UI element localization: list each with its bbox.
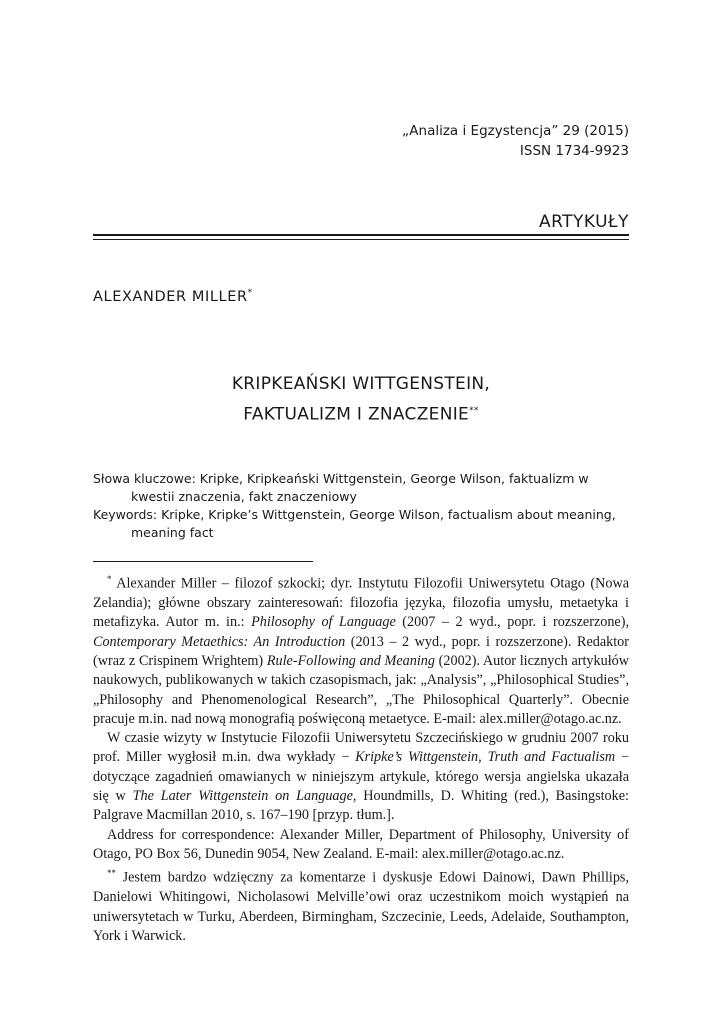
footnotes	[93, 570, 629, 946]
journal-header	[402, 121, 629, 161]
journal-citation: „Analiza i Egzystencja” 29 (2015)	[402, 123, 629, 139]
footnote-text: ,	[478, 749, 488, 766]
author-line	[93, 288, 253, 305]
title-line-1: KRIPKEAŃSKI WITTGENSTEIN,	[231, 374, 491, 394]
section-rule-thick	[93, 234, 629, 236]
footnote-2	[93, 864, 629, 946]
footnote-book-title: Contemporary Metaethics: An Introduction	[93, 633, 346, 650]
footnote-book-title: Philosophy of Language	[251, 614, 396, 631]
footnote-text: Alexander Miller – filozof szkocki; dyr. Instytutu Filozofii Uniwersytetu Otago (Nowa Zelandia); główne obszary zainteresowań: filozofia języka, filozofia umysłu, metaetyka i metafizyka. Autor m. in.:	[93, 575, 629, 631]
footnote-1-correspondence: Address for correspondence: Alexander Miller, Department of Philosophy, University of Otago, PO Box 56, Dunedin 9054, New Zealand. E-mail: alex.miller@otago.ac.nz.	[93, 826, 629, 862]
keywords-polish: Słowa kluczowe: Kripke, Kripkeański Wittgenstein, George Wilson, faktualizm w kwestii znaczenia, fakt znaczeniowy	[93, 471, 589, 504]
article-title	[93, 371, 629, 429]
footnote-text: Jestem bardzo wdzięczny za komentarze i dyskusje Edowi Dainowi, Dawn Phillips, Danielowi Whitingowi, Nicholasowi Melville’owi oraz uczestnikom moich wystąpień na uniwersytetach w Turku, Aberdeen, Birmingham, Szczecinie, Leeds, Adelaide, Southampton, York i Warwick.	[93, 869, 629, 944]
section-rule-thin	[93, 239, 629, 240]
footnote-text: , Houndmills, D. Whiting (red.), Basingstoke: Palgrave Macmillan 2010, s. 167–190 [przyp. tłum.].	[93, 788, 629, 824]
footnote-text: (2007 – 2 wyd., popr. i rozszerzone),	[395, 614, 629, 631]
keywords-block	[93, 470, 629, 542]
title-line-2: FAKTUALIZM I ZNACZENIE	[243, 404, 470, 425]
footnote-separator	[93, 561, 313, 562]
footnote-2-marker: **	[107, 868, 116, 879]
footnote-1-marker: *	[107, 574, 112, 584]
footnote-text: W czasie wizyty w Instytucie Filozofii Uniwersytetu Szczecińskiego w grudniu 2007 roku prof. Miller wygłosił m.in. dwa wykłady −	[93, 730, 629, 766]
footnote-lecture-title: Truth and Factualism	[487, 749, 616, 766]
footnote-lecture-title: Kripke’s Wittgenstein	[355, 749, 479, 766]
footnote-text: (2013 – 2 wyd., popr. i rozszerzone). Redaktor (wraz z Crispinem Wrightem)	[93, 633, 629, 669]
author-name: ALEXANDER MILLER	[93, 288, 248, 305]
footnote-book-title: Rule-Following and Meaning	[266, 652, 435, 669]
footnote-text: − dotyczące zagadnień omawianych w niniejszym artykule, którego wersja angielska ukazała się w	[93, 749, 629, 804]
section-label: ARTYKUŁY	[538, 212, 629, 232]
footnote-1-paragraph-2	[93, 729, 629, 825]
keywords-english: Keywords: Kripke, Kripke’s Wittgenstein, George Wilson, factualism about meaning, meaning fact	[93, 507, 616, 540]
footnote-text: (2002). Autor licznych artykułów naukowych, publikowanych w takich czasopismach, jak: „Analysis”, „Philosophical Studies”, „Philosophy and Phenomenological Research”, „The Philosophical Quarterly”. Obecnie pracuje m.in. nad nową monografią poświęconą metaetyce. E-mail: alex.miller@otago.ac.nz.	[93, 652, 629, 727]
title-footnote-marker: **	[469, 406, 479, 416]
footnote-book-title: The Later Wittgenstein on Language	[132, 788, 353, 804]
footnote-1-paragraph-1	[93, 570, 629, 729]
journal-issn: ISSN 1734-9923	[519, 143, 629, 159]
author-footnote-marker: *	[247, 288, 253, 298]
